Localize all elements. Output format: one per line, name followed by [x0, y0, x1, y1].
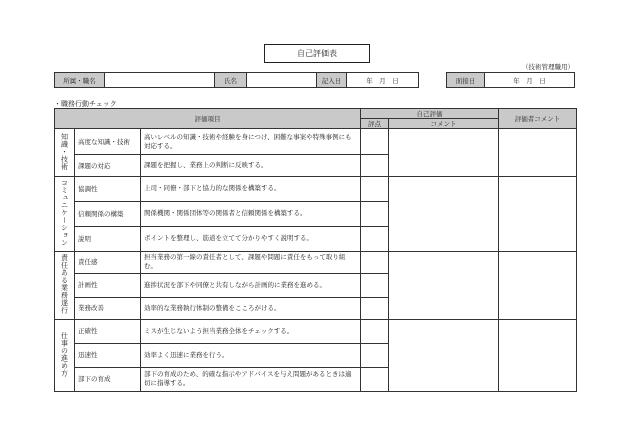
- item-name: 迅速性: [75, 343, 141, 367]
- header-spacer: [419, 73, 447, 88]
- table-row: [55, 177, 577, 202]
- interview-date-field[interactable]: 年 月 日: [485, 73, 575, 88]
- score-cell[interactable]: [361, 251, 389, 273]
- form-type-note: （技術管理職用）: [522, 63, 574, 71]
- score-cell[interactable]: [361, 367, 389, 391]
- item-description: ミスが生じないよう担当業務全体をチェックする。: [141, 319, 361, 343]
- evaluator-comment-header: 評価者コメント: [499, 109, 577, 129]
- interview-date-label: 面接日: [447, 73, 485, 88]
- item-name: 協調性: [75, 177, 141, 202]
- item-description: 部下の育成のため、的確な指示やアドバイスを与え問題があるときは適切に指導する。: [141, 367, 361, 391]
- category-knowledge: 知識・技術: [55, 129, 75, 177]
- table-row: [55, 129, 577, 155]
- comment-cell[interactable]: [389, 319, 499, 391]
- score-cell[interactable]: [361, 297, 389, 319]
- score-cell[interactable]: [361, 273, 389, 297]
- item-description: 効率よく迅速に業務を行う。: [141, 343, 361, 367]
- comment-header: コメント: [389, 119, 499, 129]
- item-description: 効率的な業務執行体制の整備をこころがける。: [141, 297, 361, 319]
- item-description: 担当業務の第一線の責任者として、課題や問題に責任をもって取り組む。: [141, 251, 361, 273]
- item-name: 信頼関係の構築: [75, 201, 141, 226]
- evaluator-comment-cell[interactable]: [499, 319, 577, 391]
- category-responsibility: 責任ある業務遂行: [55, 251, 75, 319]
- item-name: 説明: [75, 226, 141, 251]
- score-cell[interactable]: [361, 201, 389, 226]
- entry-date-field[interactable]: 年 月 日: [347, 73, 419, 88]
- score-cell[interactable]: [361, 343, 389, 367]
- score-cell[interactable]: [361, 177, 389, 202]
- score-cell[interactable]: [361, 155, 389, 177]
- item-name: 部下の育成: [75, 367, 141, 391]
- evaluator-comment-cell[interactable]: [499, 129, 577, 177]
- affiliation-field[interactable]: [105, 73, 215, 88]
- section-label: ・職務行動チェック: [54, 100, 117, 108]
- item-description: 上司・同僚・部下と協力的な関係を構築する。: [141, 177, 361, 202]
- name-field[interactable]: [247, 73, 317, 88]
- item-name: 課題の対応: [75, 155, 141, 177]
- comment-cell[interactable]: [389, 129, 499, 177]
- category-communication: コミュニケーション: [55, 177, 75, 252]
- score-cell[interactable]: [361, 226, 389, 251]
- comment-cell[interactable]: [389, 251, 499, 319]
- item-name: 業務改善: [75, 297, 141, 319]
- self-evaluation-header: 自己評価: [361, 109, 499, 119]
- score-cell[interactable]: [361, 319, 389, 343]
- item-name: 計画性: [75, 273, 141, 297]
- table-row: [55, 251, 577, 273]
- evaluation-item-header: 評価項目: [55, 109, 361, 129]
- comment-cell[interactable]: [389, 177, 499, 252]
- category-work-approach: 仕事の進め方: [55, 319, 75, 391]
- table-row: [55, 319, 577, 343]
- item-description: 関係機関・関係団体等の関係者と信頼関係を構築する。: [141, 201, 361, 226]
- header-info-table: [54, 72, 575, 88]
- document-title: 自己評価表: [264, 44, 370, 63]
- evaluation-table: [54, 108, 577, 392]
- name-label: 氏名: [215, 73, 247, 88]
- item-name: 正確性: [75, 319, 141, 343]
- affiliation-label: 所属・職名: [55, 73, 105, 88]
- score-header: 評点: [361, 119, 389, 129]
- item-description: 高いレベルの知識・技術や経験を身につけ、困難な事案や特殊事例にも対応する。: [141, 129, 361, 155]
- item-description: 進捗状況を部下や同僚と共有しながら計画的に業務を進める。: [141, 273, 361, 297]
- item-description: 課題を把握し、業務上の判断に反映する。: [141, 155, 361, 177]
- entry-date-label: 記入日: [317, 73, 347, 88]
- item-name: 責任感: [75, 251, 141, 273]
- evaluator-comment-cell[interactable]: [499, 177, 577, 252]
- item-description: ポイントを整理し、筋道を立てて分かりやすく説明する。: [141, 226, 361, 251]
- score-cell[interactable]: [361, 129, 389, 155]
- item-name: 高度な知識・技術: [75, 129, 141, 155]
- evaluator-comment-cell[interactable]: [499, 251, 577, 319]
